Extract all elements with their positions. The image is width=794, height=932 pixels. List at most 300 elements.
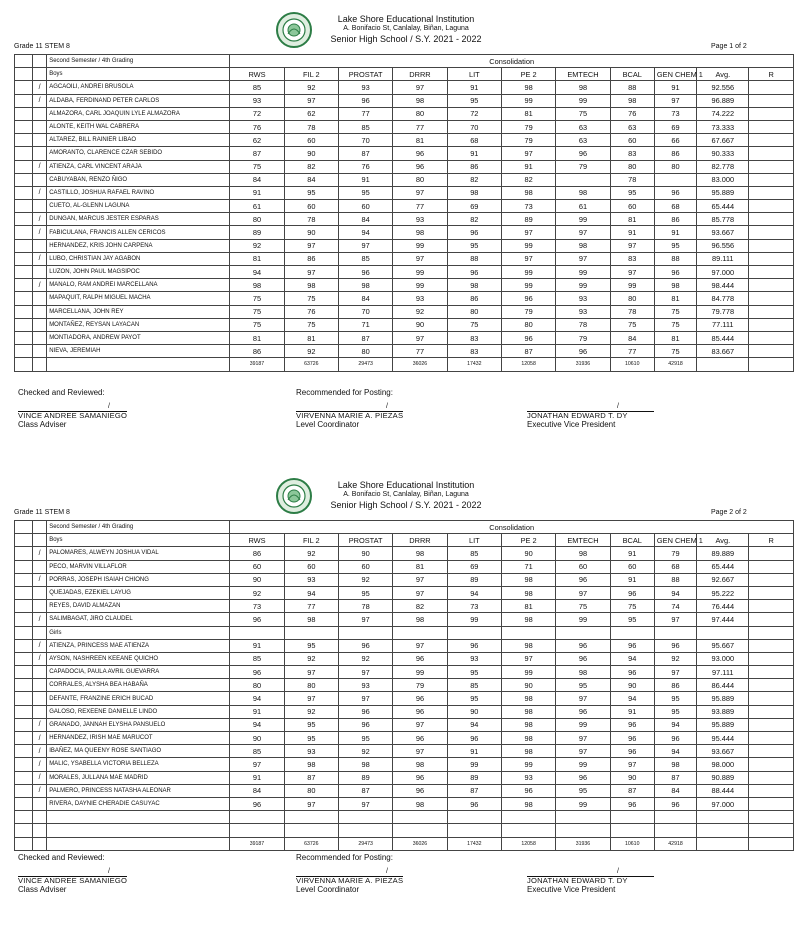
total-cell: 31936 (556, 837, 610, 850)
rank-cell (749, 560, 794, 573)
table-row (15, 639, 794, 652)
table-header-row (15, 521, 794, 534)
average-cell: 93.667 (697, 745, 749, 758)
grade-cell: 72 (230, 107, 284, 120)
grade-cell: 97 (338, 692, 392, 705)
grade-cell: 98 (501, 586, 555, 599)
grades-table (14, 520, 774, 851)
grade-cell: 86 (654, 213, 696, 226)
student-name: REYES, DAVID ALMAZAN (47, 600, 230, 613)
blank-cell (15, 147, 33, 160)
grade-cell: 96 (447, 266, 501, 279)
column-header: PE 2 (501, 534, 555, 547)
grade-cell: 92 (230, 239, 284, 252)
check-mark (33, 120, 47, 133)
blank-cell (47, 837, 230, 850)
grade-cell: 87 (447, 784, 501, 797)
grade-cell: 96 (610, 745, 654, 758)
blank-row (15, 811, 794, 824)
table-row (15, 771, 794, 784)
grade-cell: 97 (556, 586, 610, 599)
grade-cell: 93 (501, 771, 555, 784)
grade-cell: 86 (654, 147, 696, 160)
grade-cell: 79 (556, 331, 610, 344)
grade-cell: 75 (230, 160, 284, 173)
table-row (15, 345, 794, 358)
rank-cell (749, 745, 794, 758)
table-row (15, 560, 794, 573)
grade-cell: 87 (338, 331, 392, 344)
average-cell: 95.889 (697, 718, 749, 731)
grade-cell: 97 (393, 639, 447, 652)
grade-cell: 96 (447, 226, 501, 239)
grade-cell: 97 (556, 252, 610, 265)
table-row (15, 252, 794, 265)
check-mark: / (33, 160, 47, 173)
grade-cell: 60 (284, 134, 338, 147)
blank-cell (15, 797, 33, 810)
average-cell: 79.778 (697, 305, 749, 318)
column-header: GEN CHEM 1 (654, 534, 696, 547)
grade-cell: 95 (338, 186, 392, 199)
table-row (15, 292, 794, 305)
grade-cell: 97 (556, 692, 610, 705)
rank-cell (749, 279, 794, 292)
grade-cell: 96 (338, 639, 392, 652)
average-cell: 96.556 (697, 239, 749, 252)
total-cell: 10610 (610, 837, 654, 850)
grade-cell: 97 (284, 692, 338, 705)
check-mark: / (33, 639, 47, 652)
rank-cell (749, 147, 794, 160)
grade-cell: 98 (501, 705, 555, 718)
grade-cell: 84 (338, 292, 392, 305)
student-name: FABICULANA, FRANCIS ALLEN CERICOS (47, 226, 230, 239)
consolidation-header: Consolidation (230, 55, 794, 68)
blank-cell (47, 811, 230, 824)
grade-cell: 84 (610, 331, 654, 344)
checked-label: Checked and Reviewed: (18, 853, 105, 862)
blank-cell (15, 613, 33, 626)
check-mark: / (33, 718, 47, 731)
adviser-name: VINCE ANDREE SAMANIEGO (18, 411, 128, 420)
average-cell: 73.333 (697, 120, 749, 133)
grade-cell: 92 (338, 745, 392, 758)
check-mark: / (108, 403, 110, 410)
grade-cell: 99 (501, 758, 555, 771)
grade-cell: 82 (501, 173, 555, 186)
grade-cell: 97 (501, 652, 555, 665)
grade-cell: 96 (556, 573, 610, 586)
vp-signature (527, 403, 654, 429)
average-cell: 93.000 (697, 652, 749, 665)
grade-cell: 91 (230, 705, 284, 718)
grade-cell: 96 (610, 586, 654, 599)
grade-cell: 98 (501, 692, 555, 705)
blank-cell (15, 55, 33, 68)
grade-cell: 90 (338, 547, 392, 560)
rank-cell (749, 705, 794, 718)
blank-cell (338, 824, 392, 837)
grade-cell: 97 (610, 758, 654, 771)
grade-cell: 97 (338, 666, 392, 679)
grade-cell: 71 (338, 318, 392, 331)
blank-cell (284, 824, 338, 837)
blank-cell (33, 55, 47, 68)
student-name: DEFANTE, FRANZINE ERICH BUCAD (47, 692, 230, 705)
blank-cell (501, 824, 555, 837)
grade-cell: 93 (284, 573, 338, 586)
student-name: NIEVA, JEREMIAH (47, 345, 230, 358)
blank-cell (447, 824, 501, 837)
average-cell: 95.889 (697, 186, 749, 199)
grade-cell: 98 (393, 226, 447, 239)
grade-cell: 68 (654, 560, 696, 573)
grade-cell: 96 (230, 613, 284, 626)
grade-cell: 91 (610, 547, 654, 560)
school-address: A. Bonifacio St, Canlalay, Biñan, Laguna (343, 491, 469, 498)
grade-cell: 78 (284, 213, 338, 226)
check-mark: / (33, 758, 47, 771)
blank-cell (447, 811, 501, 824)
table-row (15, 186, 794, 199)
blank-row (15, 824, 794, 837)
grade-cell: 96 (393, 771, 447, 784)
grade-cell: 73 (447, 600, 501, 613)
grade-cell: 77 (393, 200, 447, 213)
grade-cell: 98 (393, 547, 447, 560)
check-mark (33, 666, 47, 679)
grade-cell: 75 (610, 318, 654, 331)
grade-cell: 94 (284, 586, 338, 599)
grade-cell: 98 (501, 732, 555, 745)
check-mark: / (33, 94, 47, 107)
grade-cell: 90 (610, 679, 654, 692)
vp-name: JONATHAN EDWARD T. DY (527, 411, 654, 421)
grade-cell: 96 (393, 652, 447, 665)
grade-cell: 75 (230, 292, 284, 305)
grade-cell: 97 (284, 94, 338, 107)
grade-cell: 80 (393, 107, 447, 120)
blank-cell (15, 266, 33, 279)
student-name: AMORANTO, CLARENCE CZAR SEBIDO (47, 147, 230, 160)
grade-cell: 73 (501, 200, 555, 213)
average-cell: 88.444 (697, 784, 749, 797)
blank-cell (15, 279, 33, 292)
rank-cell (749, 173, 794, 186)
blank-cell (610, 626, 654, 639)
grade-cell: 96 (338, 266, 392, 279)
average-cell: 95.889 (697, 692, 749, 705)
vp-signature (527, 868, 654, 894)
grade-cell: 89 (230, 226, 284, 239)
grade-cell: 69 (447, 200, 501, 213)
student-name: MONTIADORA, ANDREW PAYOT (47, 331, 230, 344)
grade-cell: 83 (610, 147, 654, 160)
page-label: Page 2 of 2 (711, 509, 747, 516)
table-row (15, 600, 794, 613)
grade-cell: 84 (230, 173, 284, 186)
blank-cell (697, 358, 749, 371)
student-name: AGCAOILI, ANDREI BRUSOLA (47, 81, 230, 94)
grade-cell: 99 (447, 758, 501, 771)
student-name: CUETO, AL-GLENN LAGUNA (47, 200, 230, 213)
check-mark: / (108, 868, 110, 875)
check-mark (33, 239, 47, 252)
grade-cell: 82 (447, 213, 501, 226)
check-mark (33, 173, 47, 186)
grade-cell: 94 (230, 718, 284, 731)
grade-cell: 77 (393, 345, 447, 358)
student-name: LUZON, JOHN PAUL MAGSIPOC (47, 266, 230, 279)
total-cell: 36026 (393, 837, 447, 850)
grade-cell: 92 (284, 547, 338, 560)
grade-cell: 97 (654, 613, 696, 626)
grade-cell: 98 (501, 745, 555, 758)
grade-cell: 60 (338, 200, 392, 213)
grade-cell: 94 (654, 718, 696, 731)
grade-cell: 77 (284, 600, 338, 613)
check-mark: / (33, 771, 47, 784)
grade-cell: 99 (556, 797, 610, 810)
grade-cell: 96 (393, 692, 447, 705)
grade-cell: 90 (447, 705, 501, 718)
grade-cell: 96 (230, 666, 284, 679)
recommended-label: Recommended for Posting: (296, 388, 393, 397)
blank-cell (15, 586, 33, 599)
grade-cell: 90 (501, 679, 555, 692)
average-cell: 95.667 (697, 639, 749, 652)
grade-cell: 91 (230, 771, 284, 784)
blank-cell (15, 200, 33, 213)
grade-cell: 91 (654, 226, 696, 239)
grade-cell: 92 (338, 652, 392, 665)
average-cell: 92.667 (697, 573, 749, 586)
grade-cell: 91 (230, 639, 284, 652)
average-cell: 86.444 (697, 679, 749, 692)
average-cell: 83.000 (697, 173, 749, 186)
rank-cell (749, 547, 794, 560)
grade-cell: 92 (284, 705, 338, 718)
grade-cell: 87 (338, 784, 392, 797)
grade-cell: 82 (447, 173, 501, 186)
grade-cell: 97 (654, 666, 696, 679)
table-row (15, 239, 794, 252)
grade-cell: 75 (284, 292, 338, 305)
average-cell: 90.333 (697, 147, 749, 160)
rank-cell (749, 613, 794, 626)
rank-cell (749, 94, 794, 107)
grade-cell: 79 (501, 134, 555, 147)
rank-cell (749, 331, 794, 344)
column-header: EMTECH (556, 534, 610, 547)
table-row (15, 107, 794, 120)
grade-cell: 88 (654, 573, 696, 586)
average-cell: 97.000 (697, 797, 749, 810)
blank-cell (15, 226, 33, 239)
check-mark (33, 331, 47, 344)
rank-cell (749, 652, 794, 665)
grade-cell: 91 (610, 226, 654, 239)
table-row (15, 305, 794, 318)
rank-cell (749, 266, 794, 279)
blank-cell (284, 811, 338, 824)
grade-cell: 80 (230, 213, 284, 226)
check-mark: / (617, 868, 619, 875)
rank-cell (749, 784, 794, 797)
blank-cell (15, 784, 33, 797)
table-row (15, 666, 794, 679)
table-row (15, 784, 794, 797)
column-header: FIL 2 (284, 534, 338, 547)
grade-cell: 99 (501, 94, 555, 107)
grade-cell: 75 (654, 318, 696, 331)
check-mark (33, 147, 47, 160)
check-mark (33, 292, 47, 305)
student-name: ATIENZA, PRINCESS MAE ATIENZA (47, 639, 230, 652)
grade-cell: 94 (654, 745, 696, 758)
grade-cell: 96 (338, 705, 392, 718)
table-row (15, 758, 794, 771)
grade-cell: 77 (610, 345, 654, 358)
table-row (15, 173, 794, 186)
grade-cell: 96 (610, 666, 654, 679)
grade-cell: 63 (556, 120, 610, 133)
grade-cell: 96 (338, 718, 392, 731)
blank-cell (230, 626, 284, 639)
blank-cell (15, 547, 33, 560)
blank-cell (654, 824, 696, 837)
rank-cell (749, 771, 794, 784)
blank-cell (697, 824, 749, 837)
average-cell: 76.444 (697, 600, 749, 613)
grade-cell: 68 (654, 200, 696, 213)
grade-cell: 87 (284, 771, 338, 784)
grade-cell: 60 (338, 560, 392, 573)
check-mark (33, 692, 47, 705)
grade-cell: 98 (284, 758, 338, 771)
grade-cell: 99 (556, 718, 610, 731)
grade-cell: 99 (501, 239, 555, 252)
grade-cell: 96 (556, 705, 610, 718)
grade-cell: 93 (338, 81, 392, 94)
table-row (15, 745, 794, 758)
check-mark: / (33, 652, 47, 665)
grade-cell: 95 (284, 186, 338, 199)
grade-cell: 92 (393, 305, 447, 318)
rank-cell (749, 186, 794, 199)
total-cell: 29473 (338, 837, 392, 850)
grade-cell: 70 (447, 120, 501, 133)
average-cell: 65.444 (697, 200, 749, 213)
total-cell: 17432 (447, 358, 501, 371)
total-cell: 63726 (284, 358, 338, 371)
grade-cell: 85 (230, 652, 284, 665)
table-row (15, 318, 794, 331)
student-name: RIVERA, DAYNIE CHERADIE CASUYAC (47, 797, 230, 810)
table-row (15, 94, 794, 107)
rank-cell (749, 107, 794, 120)
check-mark (33, 797, 47, 810)
grade-cell: 96 (610, 732, 654, 745)
table-row (15, 797, 794, 810)
grade-cell: 97 (654, 94, 696, 107)
grade-cell: 98 (230, 279, 284, 292)
blank-cell (15, 186, 33, 199)
blank-cell (15, 652, 33, 665)
grade-cell: 88 (610, 81, 654, 94)
column-header: DRRR (393, 68, 447, 81)
student-name: CAPADOCIA, PAULA AVRIL GUEVARRA (47, 666, 230, 679)
grade-cell: 90 (610, 771, 654, 784)
average-cell: 67.667 (697, 134, 749, 147)
rank-cell (749, 81, 794, 94)
table-row (15, 213, 794, 226)
student-name: HERNANDEZ, KRIS JOHN CARPENA (47, 239, 230, 252)
grade-cell: 96 (654, 732, 696, 745)
column-header: R (749, 534, 794, 547)
grade-sheet-page-1 (0, 0, 774, 466)
check-mark: / (33, 213, 47, 226)
table-row (15, 613, 794, 626)
table-row (15, 679, 794, 692)
blank-cell (697, 811, 749, 824)
check-mark: / (33, 784, 47, 797)
grade-cell: 98 (556, 81, 610, 94)
grade-cell: 89 (447, 573, 501, 586)
school-name: Lake Shore Educational Institution (337, 480, 475, 490)
grade-cell: 95 (284, 639, 338, 652)
grade-cell: 98 (284, 613, 338, 626)
grade-cell: 97 (610, 239, 654, 252)
total-cell: 42918 (654, 837, 696, 850)
grade-cell: 98 (556, 186, 610, 199)
grade-cell: 98 (501, 718, 555, 731)
grade-cell: 81 (610, 213, 654, 226)
student-name: HERNANDEZ, IRISH MAE MARUCOT (47, 732, 230, 745)
grade-cell: 94 (447, 718, 501, 731)
grade-cell: 95 (654, 239, 696, 252)
grade-cell: 76 (230, 120, 284, 133)
grade-cell: 99 (556, 213, 610, 226)
rank-cell (749, 586, 794, 599)
average-cell: 74.222 (697, 107, 749, 120)
grade-cell: 91 (338, 173, 392, 186)
adviser-name: VINCE ANDREE SAMANIEGO (18, 876, 128, 885)
blank-cell (15, 252, 33, 265)
blank-cell (15, 160, 33, 173)
average-cell: 97.111 (697, 666, 749, 679)
grade-cell: 98 (556, 666, 610, 679)
check-mark (33, 600, 47, 613)
grade-cell: 60 (284, 200, 338, 213)
grade-cell: 96 (654, 797, 696, 810)
grade-cell: 98 (654, 758, 696, 771)
grade-cell: 91 (610, 573, 654, 586)
blank-cell (284, 626, 338, 639)
grade-cell: 97 (393, 331, 447, 344)
grade-cell: 89 (338, 771, 392, 784)
school-info (316, 14, 496, 44)
blank-cell (15, 692, 33, 705)
grade-cell: 96 (556, 639, 610, 652)
grade-cell: 97 (284, 239, 338, 252)
school-year: Senior High School / S.Y. 2021 - 2022 (330, 500, 482, 510)
grade-cell: 98 (284, 279, 338, 292)
column-header: PROSTAT (338, 534, 392, 547)
grade-cell: 75 (654, 305, 696, 318)
grade-cell: 97 (393, 252, 447, 265)
